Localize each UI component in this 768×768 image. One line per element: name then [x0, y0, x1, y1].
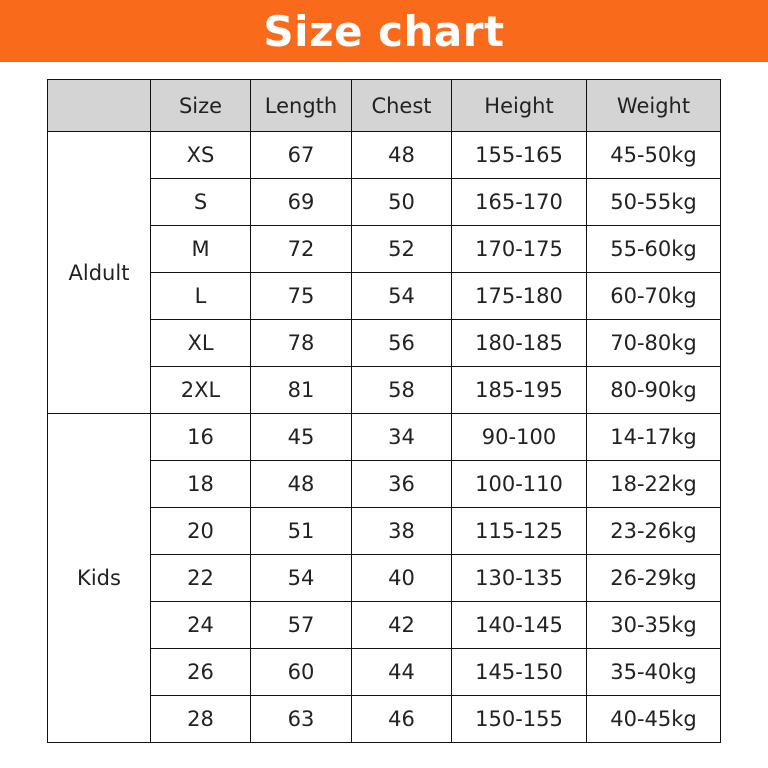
cell-length: 48: [251, 461, 352, 508]
column-header-size: Size: [151, 80, 251, 132]
cell-chest: 38: [352, 508, 452, 555]
cell-length: 57: [251, 602, 352, 649]
cell-weight: 30-35kg: [587, 602, 721, 649]
cell-weight: 80-90kg: [587, 367, 721, 414]
group-label: Aldult: [48, 132, 151, 414]
column-header-chest: Chest: [352, 80, 452, 132]
cell-weight: 26-29kg: [587, 555, 721, 602]
cell-size: L: [151, 273, 251, 320]
table-row: [48, 414, 721, 461]
cell-chest: 48: [352, 132, 452, 179]
cell-height: 175-180: [452, 273, 587, 320]
cell-weight: 35-40kg: [587, 649, 721, 696]
cell-weight: 18-22kg: [587, 461, 721, 508]
cell-chest: 56: [352, 320, 452, 367]
cell-chest: 52: [352, 226, 452, 273]
cell-weight: 60-70kg: [587, 273, 721, 320]
cell-weight: 70-80kg: [587, 320, 721, 367]
cell-size: 20: [151, 508, 251, 555]
cell-length: 63: [251, 696, 352, 743]
cell-size: 24: [151, 602, 251, 649]
cell-size: 16: [151, 414, 251, 461]
cell-chest: 58: [352, 367, 452, 414]
column-header-length: Length: [251, 80, 352, 132]
cell-chest: 36: [352, 461, 452, 508]
cell-height: 115-125: [452, 508, 587, 555]
cell-size: 18: [151, 461, 251, 508]
cell-height: 90-100: [452, 414, 587, 461]
cell-size: XS: [151, 132, 251, 179]
cell-height: 145-150: [452, 649, 587, 696]
cell-height: 100-110: [452, 461, 587, 508]
cell-length: 72: [251, 226, 352, 273]
cell-height: 150-155: [452, 696, 587, 743]
column-header-height: Height: [452, 80, 587, 132]
table-row: [48, 132, 721, 179]
cell-height: 140-145: [452, 602, 587, 649]
cell-length: 45: [251, 414, 352, 461]
cell-length: 81: [251, 367, 352, 414]
cell-length: 67: [251, 132, 352, 179]
cell-size: 22: [151, 555, 251, 602]
table-header-row: [48, 80, 721, 132]
cell-size: 26: [151, 649, 251, 696]
cell-height: 165-170: [452, 179, 587, 226]
cell-chest: 42: [352, 602, 452, 649]
cell-length: 51: [251, 508, 352, 555]
cell-chest: 44: [352, 649, 452, 696]
size-chart-table: [47, 79, 721, 743]
cell-weight: 14-17kg: [587, 414, 721, 461]
cell-height: 185-195: [452, 367, 587, 414]
cell-chest: 46: [352, 696, 452, 743]
cell-weight: 40-45kg: [587, 696, 721, 743]
cell-weight: 50-55kg: [587, 179, 721, 226]
cell-size: 28: [151, 696, 251, 743]
page-title: Size chart: [0, 0, 768, 62]
cell-weight: 23-26kg: [587, 508, 721, 555]
cell-height: 155-165: [452, 132, 587, 179]
cell-size: M: [151, 226, 251, 273]
cell-length: 75: [251, 273, 352, 320]
cell-length: 78: [251, 320, 352, 367]
cell-chest: 54: [352, 273, 452, 320]
cell-chest: 40: [352, 555, 452, 602]
cell-weight: 45-50kg: [587, 132, 721, 179]
cell-length: 69: [251, 179, 352, 226]
cell-length: 54: [251, 555, 352, 602]
cell-height: 130-135: [452, 555, 587, 602]
cell-size: XL: [151, 320, 251, 367]
cell-height: 180-185: [452, 320, 587, 367]
cell-chest: 50: [352, 179, 452, 226]
cell-weight: 55-60kg: [587, 226, 721, 273]
cell-size: S: [151, 179, 251, 226]
cell-size: 2XL: [151, 367, 251, 414]
group-label: Kids: [48, 414, 151, 743]
cell-height: 170-175: [452, 226, 587, 273]
cell-length: 60: [251, 649, 352, 696]
column-header-group: [48, 80, 151, 132]
column-header-weight: Weight: [587, 80, 721, 132]
cell-chest: 34: [352, 414, 452, 461]
